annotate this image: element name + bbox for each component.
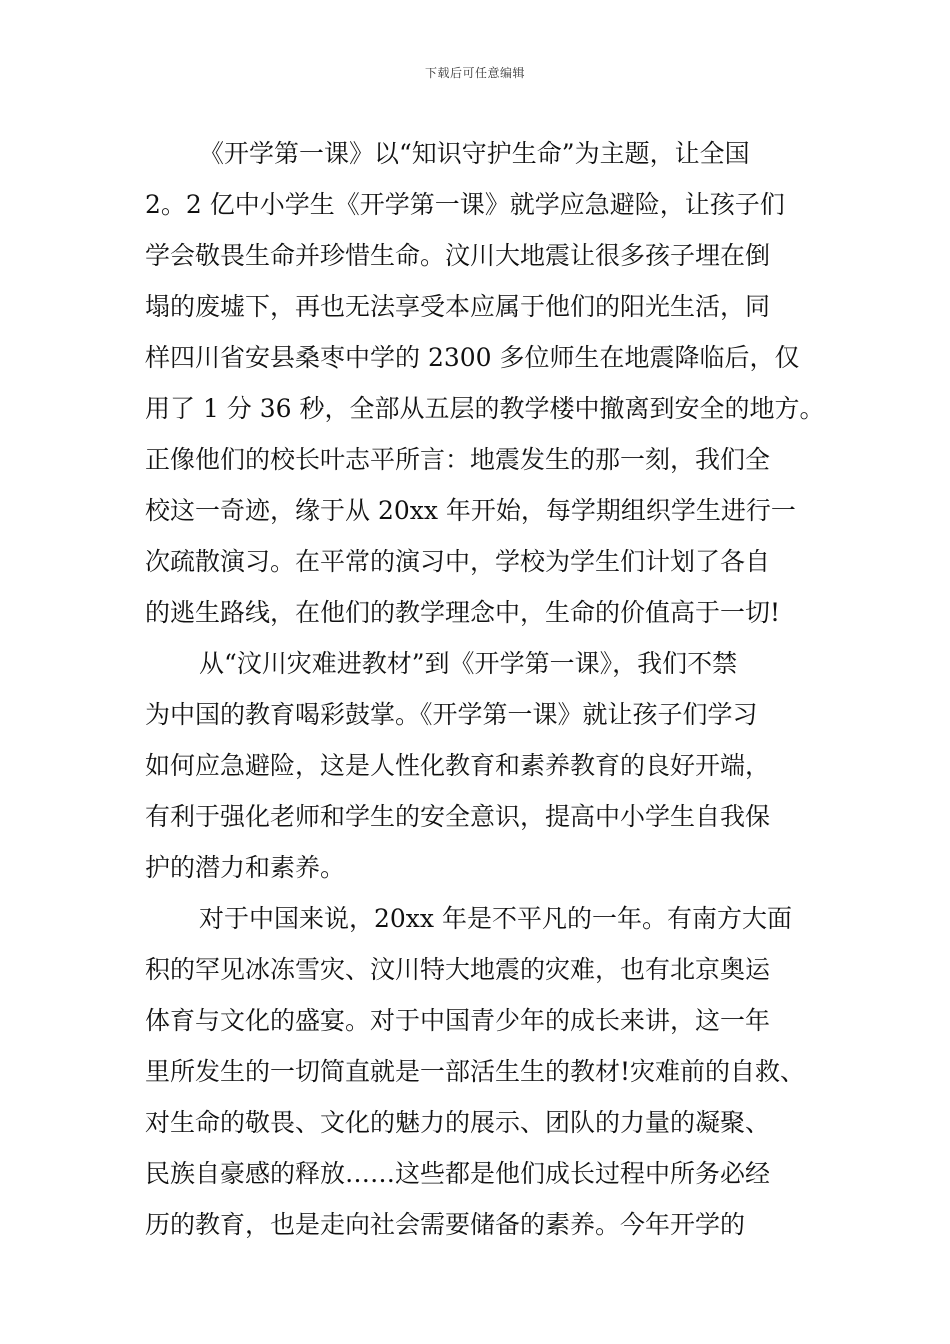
paragraph-2 [145,638,825,893]
paragraph-line: 从“汶川灾难进教材”到《开学第一课》，我们不禁 [199,649,738,678]
body-text [145,128,825,1250]
paragraph-line: 正像他们的校长叶志平所言：地震发生的那一刻，我们全 [145,445,771,474]
paragraph-1 [145,128,825,638]
paragraph-line: 为中国的教育喝彩鼓掌。《开学第一课》就让孩子们学习 [145,700,758,729]
paragraph-line: 如何应急避险，这是人性化教育和素养教育的良好开端， [145,751,771,780]
paragraph-line: 对于中国来说，20xx 年是不平凡的一年。有南方大面 [199,904,792,933]
paragraph-line: 里所发生的一切简直就是一部活生生的教材!灾难前的自救、 [145,1057,806,1086]
paragraph-line: 样四川省安县桑枣中学的 2300 多位师生在地震降临后，仅 [145,343,800,372]
paragraph-line: 民族自豪感的释放……这些都是他们成长过程中所务必经 [145,1159,771,1188]
paragraph-line: 《开学第一课》以“知识守护生命”为主题，让全国 [199,139,750,168]
paragraph-line: 次疏散演习。在平常的演习中，学校为学生们计划了各自 [145,547,771,576]
paragraph-line: 校这一奇迹，缘于从 20xx 年开始，每学期组织学生进行一 [145,496,796,525]
paragraph-line: 有利于强化老师和学生的安全意识，提高中小学生自我保 [145,802,771,831]
paragraph-line: 对生命的敬畏、文化的魅力的展示、团队的力量的凝聚、 [145,1108,771,1137]
paragraph-3 [145,893,825,1250]
paragraph-line: 历的教育，也是走向社会需要储备的素养。今年开学的 [145,1210,746,1239]
paragraph-line: 用了 1 分 36 秒，全部从五层的教学楼中撤离到安全的地方。 [145,394,825,423]
header-note: 下载后可任意编辑 [424,66,525,80]
paragraph-line: 护的潜力和素养。 [145,853,346,882]
paragraph-line: 塌的废墟下，再也无法享受本应属于他们的阳光生活，同 [145,292,771,321]
paragraph-line: 积的罕见冰冻雪灾、汶川特大地震的灾难，也有北京奥运 [145,955,771,984]
paragraph-line: 学会敬畏生命并珍惜生命。汶川大地震让很多孩子埋在倒 [145,241,771,270]
paragraph-line: 的逃生路线，在他们的教学理念中，生命的价值高于一切! [145,598,781,627]
paragraph-line: 2。2 亿中小学生《开学第一课》就学应急避险，让孩子们 [145,190,785,219]
paragraph-line: 体育与文化的盛宴。对于中国青少年的成长来讲，这一年 [145,1006,771,1035]
